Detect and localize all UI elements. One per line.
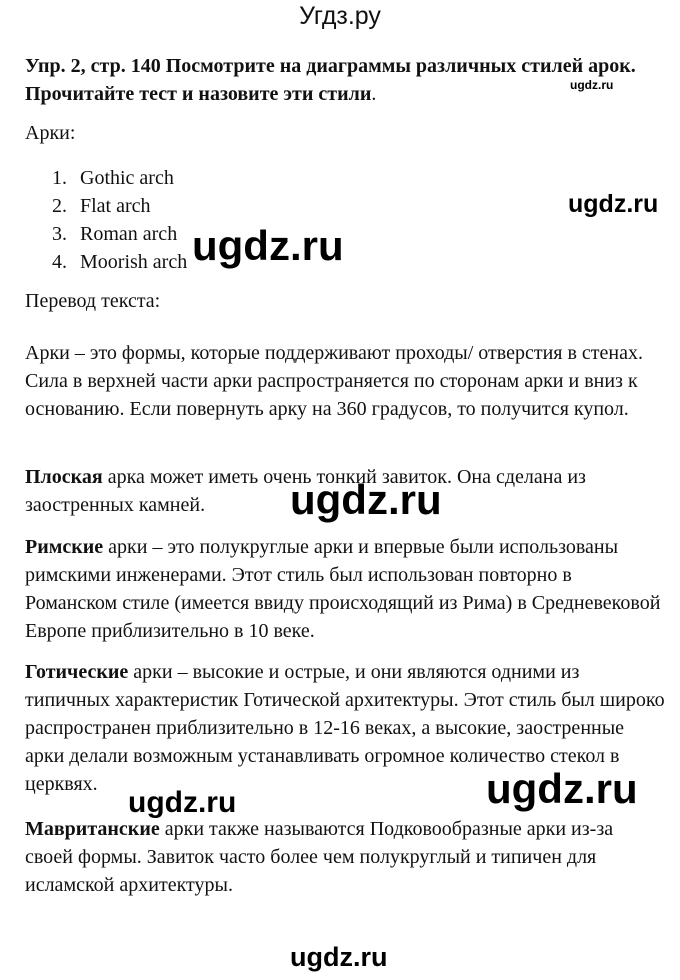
site-header: Угдз.ру bbox=[299, 2, 381, 30]
answer-label: Арки: bbox=[25, 122, 76, 144]
moorish-arch-term: Мавританские bbox=[25, 818, 160, 840]
arch-list bbox=[52, 164, 187, 276]
list-item: 1. Gothic arch bbox=[52, 167, 174, 189]
list-item: 3. Roman arch bbox=[52, 223, 178, 245]
roman-arch-paragraph: Римские арки – это полукруглые арки и впервые были использованы римскими инженерами. Этот стиль был использован повторно в Романском стиле (имеется ввиду происходящий из Рима) в Средневековой Европе приблизительно в 10 веке. bbox=[25, 536, 661, 642]
list-item: 4. Moorish arch bbox=[52, 251, 188, 273]
intro-paragraph: Арки – это формы, которые поддерживают проходы/ отверстия в стенах. Сила в верхней части арки распространяется по сторонам арки и вниз к основанию. Если повернуть арку на 360 градусов, то получится купол. bbox=[25, 342, 644, 420]
watermark-medium-2: ugdz.ru bbox=[128, 786, 237, 819]
watermark-small-top: ugdz.ru bbox=[570, 78, 614, 92]
task-title bbox=[25, 52, 665, 108]
watermark-large-2: ugdz.ru bbox=[290, 476, 442, 523]
gothic-arch-term: Готические bbox=[25, 661, 129, 683]
watermark-large-3: ugdz.ru bbox=[486, 765, 638, 812]
watermark-bottom: ugdz.ru bbox=[290, 942, 388, 972]
gothic-arch-paragraph: Готические арки – высокие и острые, и они являются одними из типичных характеристик Готической архитектуры. Этот стиль был широко распространен приблизительно в 12-16 веках, а высокие, заостренные арки делали возможным устанавливать огромное количество стекол в церквях. bbox=[25, 661, 665, 795]
task-title-text: Упр. 2, стр. 140 Посмотрите на диаграммы различных стилей арок. Прочитайте тест и назовите эти стили bbox=[25, 55, 636, 105]
flat-arch-paragraph: Плоская арка может иметь очень тонкий завиток. Она сделана из заостренных камней. bbox=[25, 466, 586, 516]
roman-arch-term: Римские bbox=[25, 536, 104, 558]
translation-label: Перевод текста: bbox=[25, 290, 161, 312]
list-item: 2. Flat arch bbox=[52, 195, 151, 217]
moorish-arch-paragraph: Мавританские арки также называются Подковообразные арки из-за своей формы. Завиток часто более чем полукруглый и типичен для исламской архитектуры. bbox=[25, 818, 614, 896]
task-title-period: . bbox=[371, 83, 377, 105]
watermark-large-1: ugdz.ru bbox=[192, 222, 344, 269]
flat-arch-term: Плоская bbox=[25, 466, 103, 488]
watermark-medium: ugdz.ru bbox=[568, 190, 659, 218]
